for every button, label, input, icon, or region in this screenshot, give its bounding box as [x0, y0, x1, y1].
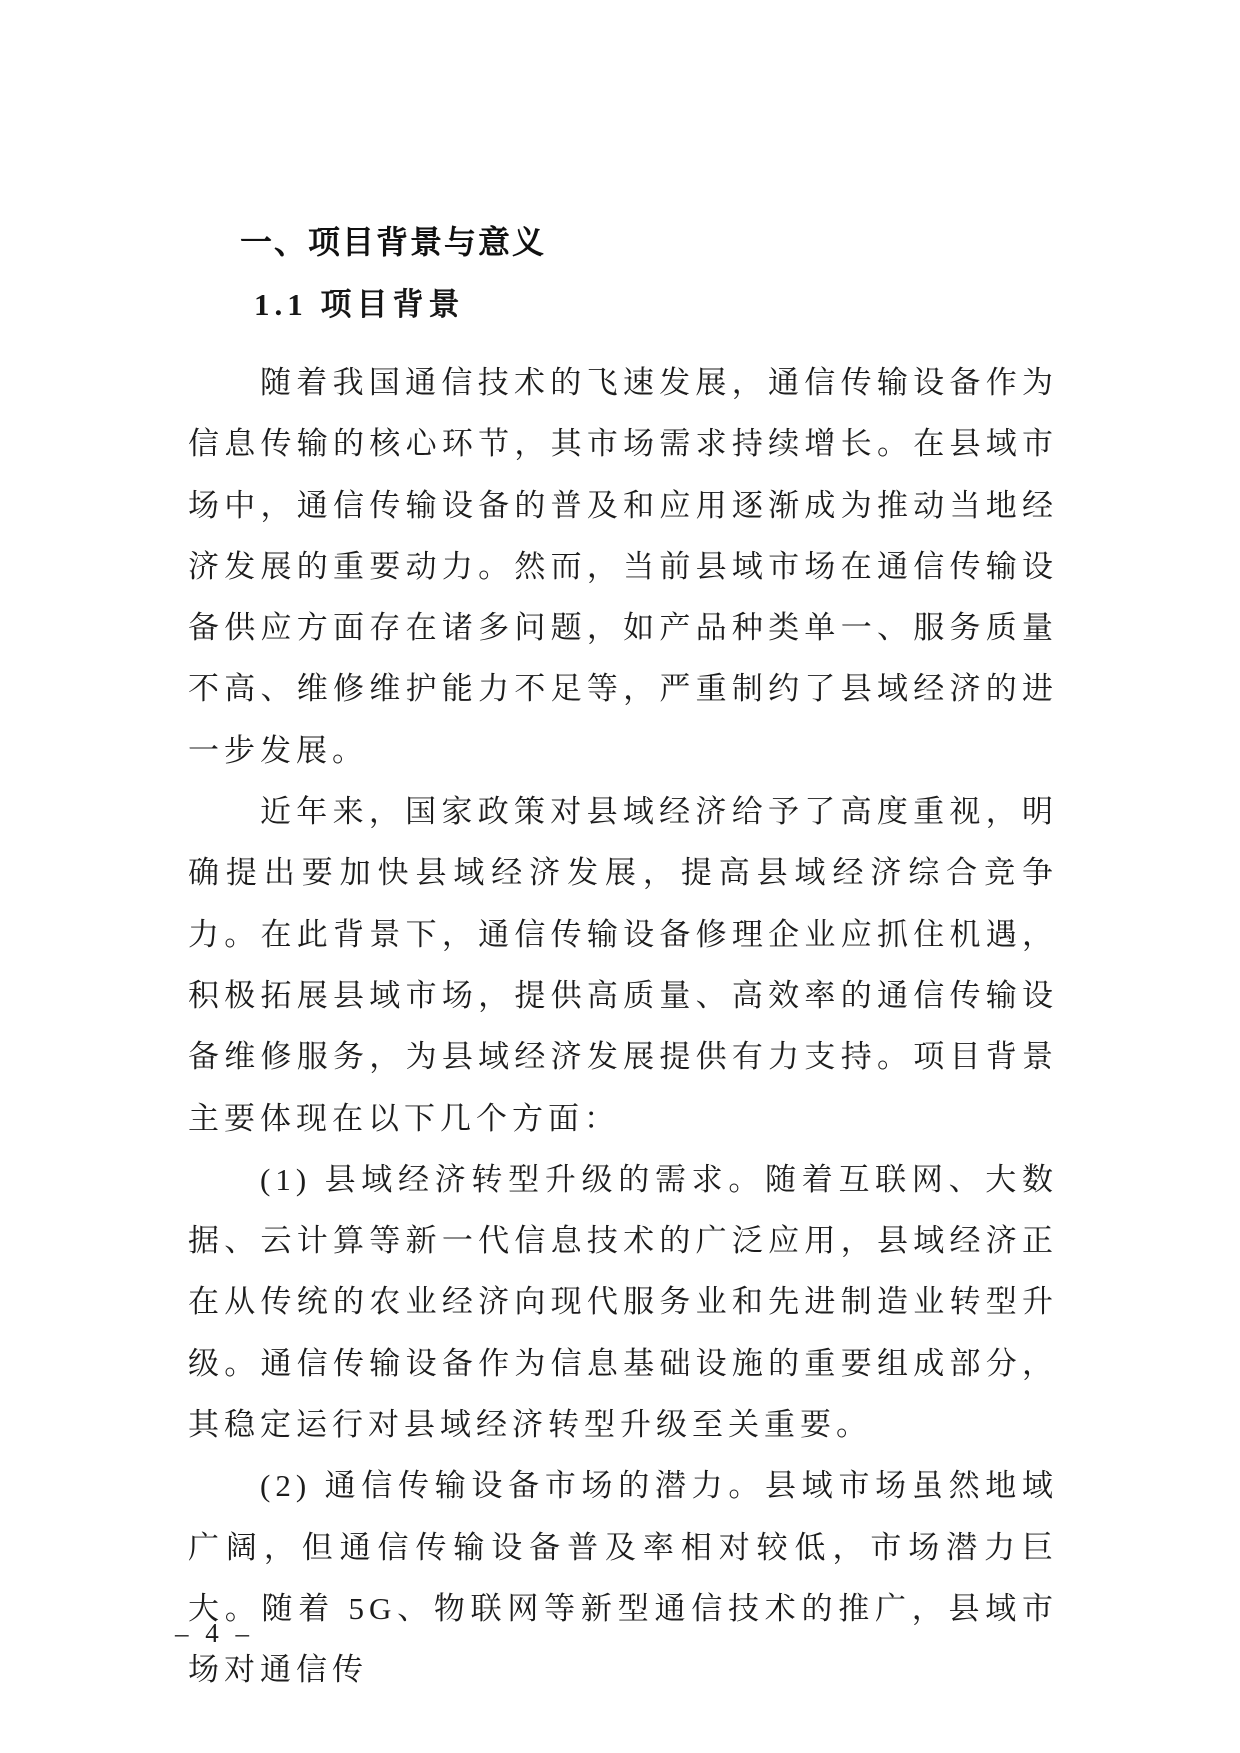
- section-heading: 一、项目背景与意义: [240, 224, 547, 260]
- body-paragraph-3: (1) 县域经济转型升级的需求。随着互联网、大数据、云计算等新一代信息技术的广泛应用，县域经济正在从传统的农业经济向现代服务业和先进制造业转型升级。通信传输设备作为信息基础设施的重要组成部分，其稳定运行对县域经济转型升级至关重要。: [188, 1161, 1058, 1443]
- body-paragraph-4: (2) 通信传输设备市场的潜力。县域市场虽然地域广阔，但通信传输设备普及率相对较低，市场潜力巨大。随着 5G、物联网等新型通信技术的推广，县域市场对通信传: [188, 1468, 1058, 1688]
- page-number: – 4 –: [175, 1618, 254, 1648]
- body-text: [188, 352, 1058, 1701]
- subsection-heading: 1.1 项目背景: [254, 287, 465, 322]
- page-content: [188, 0, 1058, 1701]
- body-paragraph-1: 随着我国通信技术的飞速发展，通信传输设备作为信息传输的核心环节，其市场需求持续增长。在县域市场中，通信传输设备的普及和应用逐渐成为推动当地经济发展的重要动力。然而，当前县域市场在通信传输设备供应方面存在诸多问题，如产品种类单一、服务质量不高、维修维护能力不足等，严重制约了县域经济的进一步发展。: [188, 365, 1058, 768]
- body-paragraph-2: 近年来，国家政策对县域经济给予了高度重视，明确提出要加快县域经济发展，提高县域经济综合竞争力。在此背景下，通信传输设备修理企业应抓住机遇，积极拓展县域市场，提供高质量、高效率的通信传输设备维修服务，为县域经济发展提供有力支持。项目背景主要体现在以下几个方面：: [188, 794, 1058, 1136]
